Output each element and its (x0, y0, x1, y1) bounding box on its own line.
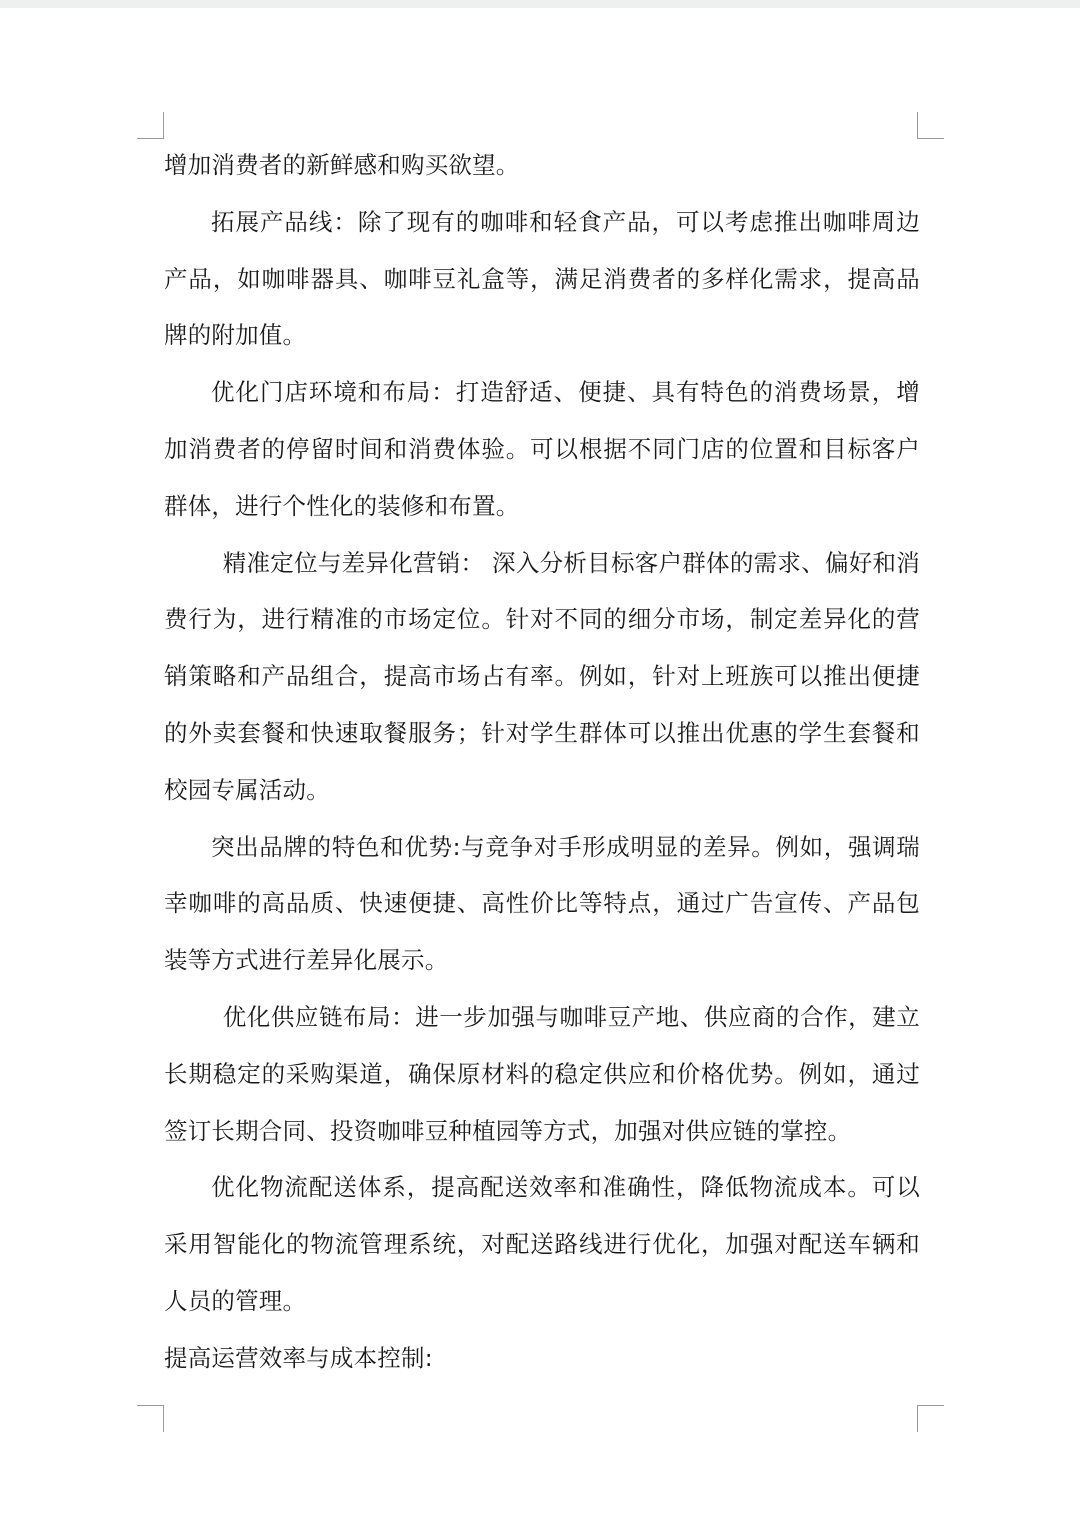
viewer-top-strip (0, 0, 1080, 8)
paragraph-store-environment: 优化门店环境和布局：打造舒适、便捷、具有特色的消费场景，增加消费者的停留时间和消费体验。可以根据不同门店的位置和目标客户群体，进行个性化的装修和布置。 (164, 378, 920, 520)
paragraph-section-heading: 提高运营效率与成本控制: (164, 1343, 433, 1372)
paragraph-continuation: 增加消费者的新鲜感和购买欲望。 (164, 151, 520, 179)
margin-corner-top-left (137, 112, 164, 139)
document-body (164, 137, 920, 1387)
paragraph-brand-features: 突出品牌的特色和优势:与竞争对手形成明显的差异。例如，强调瑞幸咖啡的高品质、快速便捷、高性价比等特点，通过广告宣传、产品包装等方式进行差异化展示。 (164, 832, 920, 975)
margin-corner-bottom-left (137, 1405, 164, 1432)
paragraph-product-line: 拓展产品线：除了现有的咖啡和轻食产品，可以考虑推出咖啡周边产品，如咖啡器具、咖啡豆礼盒等，满足消费者的多样化需求，提高品牌的附加值。 (164, 207, 920, 350)
paragraph-supply-chain: 优化供应链布局：进一步加强与咖啡豆产地、供应商的合作，建立长期稳定的采购渠道，确保原材料的稳定供应和价格优势。例如，通过签订长期合同、投资咖啡豆种植园等方式，加强对供应链的掌控。 (164, 1002, 920, 1145)
paragraph-precise-positioning: 精准定位与差异化营销： 深入分析目标客户群体的需求、偏好和消费行为，进行精准的市场定位。针对不同的细分市场，制定差异化的营销策略和产品组合，提高市场占有率。例如，针对上班族可以推出便捷的外卖套餐和快速取餐服务；针对学生群体可以推出优惠的学生套餐和校园专属活动。 (164, 548, 920, 804)
paragraph-logistics: 优化物流配送体系，提高配送效率和准确性，降低物流成本。可以采用智能化的物流管理系统，对配送路线进行优化，加强对配送车辆和人员的管理。 (164, 1173, 920, 1315)
margin-corner-bottom-right (917, 1405, 944, 1432)
margin-corner-top-right (917, 112, 944, 139)
